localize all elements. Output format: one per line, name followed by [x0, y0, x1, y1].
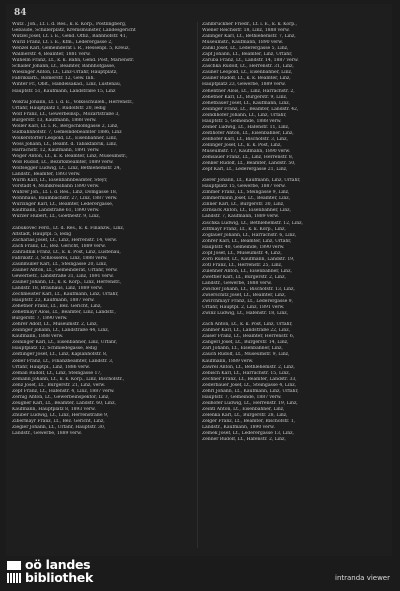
- directory-entry: Zehrl Johann, Lt., Kaufmann, Linz, Urfahr,: [202, 388, 299, 394]
- directory-entry: Zehetner Franz, Lt., Bez. Gericht, Linz,: [12, 304, 102, 310]
- directory-entry: Wohnhaus, Baumbachstr. 27, Linz, 1887 verw.: [12, 196, 118, 202]
- directory-entry: Landstr., Gewerbe, 1889 verw.: [12, 431, 82, 437]
- directory-entry: Zötl Franz, Lt., Herrenstr. 25, Linz,: [202, 262, 283, 268]
- directory-entry: Zepf Franz, Lt., Hafenstr. 4, Linz, 1887 verw.: [12, 388, 115, 394]
- directory-entry: Zorn Rudolf, Lt., Kaufmann, Landstr. 19,: [202, 256, 295, 262]
- directory-entry: Wurzer Hubert, Lt., Goethestr. 9, Linz,: [12, 214, 101, 220]
- directory-entry: Wolkerstorfer Leopold, Lt., Eisenbahner, Linz,: [12, 135, 118, 141]
- directory-entry: Zierer Johann, Lt., Kaufmann, Linz, Urfahr,: [202, 178, 301, 184]
- directory-entry: Zulehner Anton, Lt., Eisenbahner, Linz,: [202, 268, 292, 274]
- directory-entry: Zeintl Anton, Lt., Eisenbahner, Linz,: [202, 406, 285, 412]
- directory-entry: Zeilinger Franz, Lt., Beamter, Landstr. 42,: [202, 106, 299, 112]
- directory-entry: Zellinger Josef, Lt., k. k. Post, Linz,: [202, 142, 282, 148]
- column-divider: [197, 22, 198, 548]
- directory-entry: Zellhofer Karl, Lt., Bischofstr. 3, Linz,: [202, 136, 288, 142]
- directory-entry: Wührer Joh., Lt. i. d. Res., Linz, Domgasse 18,: [12, 190, 118, 196]
- directory-entry: Landstr., Kaufmann, 1890 verw.: [202, 425, 275, 431]
- directory-entry: Hauptstr. 40, Gemeinde, 1890 verw.: [202, 244, 285, 250]
- directory-entry: Zebisch Karl, Lt., Harrachstr. 15, Linz,: [202, 370, 291, 376]
- directory-entry: Wurzl Franz, Lt. i. E., Kfm., Lederergasse 2,: [12, 40, 113, 46]
- logo-line-1: oö landes: [25, 557, 91, 572]
- directory-entry: Zechmeister Karl, Lt., Kaufmann, Linz, Urfahr,: [12, 292, 119, 298]
- directory-entry: Zawrel Anton, Lt., Bethlehemstr. 2, Linz,: [202, 364, 295, 370]
- directory-entry: Zelenka Karl, Lt., Bürgerstr. 28, Linz,: [202, 412, 288, 418]
- directory-entry: Museumstr. 17, Kaufmann, 1890 verw.: [202, 148, 291, 154]
- directory-entry: Ziegler Johann, Lt., Urfahr, Hauptstr. 30,: [12, 425, 106, 431]
- directory-entry: Zach Anton, Lt., k. k. Post, Linz, Urfahr,: [202, 322, 293, 328]
- directory-entry: Zauner Leopold, Lt., Eisenbahner, Linz,: [202, 70, 293, 76]
- directory-entry: Hauptplatz 15, Gewerbe, 1887 verw.: [202, 184, 286, 190]
- directory-entry: Urfahr, Hauptpl., Linz, 1886 verw.: [12, 364, 90, 370]
- page-number: 84: [14, 8, 27, 18]
- directory-entry: Zapf Johann, Lt., Beamter, Linz, Urfahr,: [202, 52, 293, 58]
- directory-entry: Urfahr, Hauptplatz 1, Rudolfstr. 20, ledig: [12, 105, 106, 111]
- directory-entry: Wokral Johann, Lt. i. d. E., Volksschulleh., Herrenstr.,: [12, 99, 134, 105]
- directory-entry: Fabrikstr. 3, Schlosserei, Linz, 1888 verw.: [12, 255, 108, 261]
- directory-entry: Zehentner Alois, Lt., Linz, Harrachstr. 2,: [202, 88, 295, 94]
- directory-entry: Zeilhofer Ludwig, Lt., Herrenstr. 19, Linz,: [202, 400, 298, 406]
- directory-entry: Zeller Franz, Lt., Finanzbeamter, Landstr. 3,: [12, 358, 114, 364]
- directory-entry: Zimmer Franz, Lt., Steingasse 9, Linz,: [202, 190, 290, 196]
- directory-entry: Zwicker Johann, Lt., Bischofstr. 13, Linz,: [202, 287, 295, 293]
- directory-entry: Zoglauer Johann, Lt., Harrachstr. 6, Linz,: [202, 232, 297, 238]
- directory-entry: Zelger Franz, Lt., Beamter, Bischofstr. 1,: [202, 419, 296, 424]
- directory-entry: Zemek Josef, Lt., Lederergasse 13, Linz,: [202, 431, 294, 437]
- directory-entry: Landstr., Gewerbe, 1888 verw.: [202, 280, 272, 286]
- directory-entry: Bürgerstr. 7, 1890 verw.: [12, 316, 68, 322]
- directory-entry: Zauch Rudolf, Lt., Museumstr. 9, Linz,: [202, 352, 290, 358]
- directory-entry: Hauptplatz 12, Schmiedegasse, ledig: [12, 346, 97, 352]
- directory-entry: Zaunmüller Karl, Lt., Steingasse 20, Linz,: [12, 261, 108, 267]
- directory-entry: Zauner Anton, Lt., Gemeinderat, Urfahr, verw.: [12, 267, 118, 273]
- directory-entry: Zwettler Karl, Lt., Bürgerstr. 2, Linz,: [202, 274, 286, 280]
- right-column: [202, 22, 386, 550]
- directory-entry: Wöß Rudolf, Lt., Bezirksbeamter, 1889 verw.: [12, 160, 114, 166]
- directory-entry: Zehrer Adolf, Lt., Museumstr. 2, Linz,: [12, 322, 98, 328]
- directory-entry: Zederbauer Josef, Lt., Steingasse 4, Linz,: [202, 382, 297, 388]
- directory-entry: Gebäude, Schillerplatz, Kremsmünster, Landesgericht: [12, 28, 136, 34]
- directory-entry: Südbahnhofstr. 7, Gemeindebeamter 1886, Linz: [12, 129, 122, 135]
- directory-entry: Zenker Rudolf, Lt., Beamter, Landstr. 50,: [202, 161, 296, 167]
- directory-entry: Zeitlhofer Anton, Lt., Eisenbahner, Linz,: [202, 130, 294, 136]
- directory-entry: Museumstr., Kaufmann, 1890 verw.: [202, 40, 283, 46]
- directory-entry: Wiener Reichsstr. 18, Linz, 1888 verw.: [202, 28, 290, 34]
- directory-entry: Wolfsegger Ludwig, Lt., Linz, Bethlehemstr. 24,: [12, 166, 121, 172]
- directory-entry: Zahlner Karl, Lt., Landstraße 22, Linz,: [202, 328, 290, 334]
- directory-entry: Zeitlinger Josef, Lt., Linz, Kaplanhofstr. 8,: [12, 352, 108, 358]
- directory-entry: Hauptplatz 23, Gewerbe, 1889 verw.: [202, 82, 286, 88]
- directory-entry: Wallnerstr. 4, Beamter, 1881 verw.: [12, 52, 91, 58]
- directory-entry: Zhuber Ludwig, Lt., Linz, Herrenstraße 9,: [12, 412, 109, 418]
- directory-entry: Zeman Rudolf, Lt., Linz, Steingasse 17,: [12, 370, 102, 376]
- directory-entry: Zemann Johann, Lt., k. k. Korp., Linz, Bischofstr.,: [12, 376, 125, 382]
- directory-entry: Wöger Anton, Lt., k. k. Beamter, Linz, Museumstr.,: [12, 153, 128, 159]
- directory-entry: Hauptstr. 5, Gemeinde, 1888 verw.: [202, 118, 282, 124]
- logo-line-2: bibliothek: [25, 570, 94, 585]
- directory-entry: Wurm Karl, Lt., Eisenbahnbeamter, Steyr,: [12, 178, 108, 184]
- directory-entry: Zehetbauer Josef, Lt., Kaufmann, Linz,: [202, 100, 291, 106]
- directory-entry: Wiesinger Anton, Lt., Linz-Urfahr, Hauptplatz,: [12, 70, 118, 76]
- directory-entry: Zach Franz, Lt., Bez. Gericht, 1889 verw.: [12, 243, 106, 249]
- directory-entry: Altstadt, Hauptpl. 5, ledig: [12, 231, 72, 237]
- left-column: [12, 22, 196, 550]
- directory-entry: Zeiner Ludwig, Lt., Hafenstr. 11, Linz,: [202, 124, 290, 130]
- directory-entry: Zirnsack Anton, Lt., Eisenbahner, Linz,: [202, 208, 291, 214]
- directory-entry: Wöss Johann, Lt., Beamt. d. Tabakfabrik, Linz,: [12, 141, 118, 147]
- directory-entry: Zeininger Karl, Lt., Eisenbahner, Linz, Urfahr,: [12, 340, 117, 346]
- directory-entry: Zauner Rudolf, Lt., k. k. Beamter, Linz,: [202, 76, 291, 82]
- directory-entry: Woller Karl, Lt. i. R., Bergschlößlgasse 2, Linz,: [12, 123, 119, 129]
- directory-entry: Landstr., Beamter, 1893 verw.: [12, 172, 81, 178]
- directory-entry: Zischka Ludwig, Lt., Bethlehemstr. 12, Linz,: [202, 220, 303, 226]
- library-logo-icon: [7, 560, 21, 584]
- directory-entry: Fabriksarb., Römerstr. 12, Gew. Inh.: [12, 76, 95, 82]
- directory-entry: Zimmermann Josef, Lt., Beamter, Linz,: [202, 196, 291, 202]
- directory-entry: Zahlbruckner Friedr., Lt. i. E., k. k. Korp.,: [202, 22, 297, 27]
- directory-entry: Gewerbetr., Landstraße 31, Linz, 1891 verw.: [12, 273, 114, 279]
- directory-entry: Zallinger Karl, Lt., Bethlehemstr. 7, Linz,: [202, 34, 296, 40]
- directory-entry: Vorstadt 4, Mühlkreisbahn 1890 verw.: [12, 184, 100, 190]
- viewer-label: intranda viewer: [335, 574, 390, 582]
- directory-entry: Zemsauer Franz, Lt., Linz, Herrenstr. 8,: [202, 155, 294, 161]
- directory-entry: Zeugner Karl, Lt., Beamter, Landstr. 60, Linz,: [12, 400, 116, 406]
- directory-entry: Wilhelm Franz, Lt., k. k. Bahn, Gend. Post, Marienstr.: [12, 58, 135, 64]
- directory-entry: Wurzinger Karl, Lt., Beamter, Lederergasse,: [12, 202, 114, 208]
- directory-entry: Zangerl Josef, Lt., Bürgerstr. 14, Linz,: [202, 340, 289, 346]
- directory-entry: Zibermayr Franz, Lt., Bez. Gericht, Linz,: [12, 419, 105, 424]
- directory-entry: Zahradnik Franz, Lt., k. k. Post, Linz, Lustenau,: [12, 249, 121, 255]
- directory-entry: Zwierschitz Josef, Lt., Beamter, Linz,: [202, 293, 286, 299]
- directory-entry: Zepf Karl, Lt., Lederergasse 21, Linz,: [202, 167, 288, 173]
- directory-entry: Zernig Anton, Lt., Gewerbeinspektor, Linz,: [12, 394, 110, 400]
- directory-entry: Zehetner Karl, Lt., Bürgerstr. 9, Linz,: [202, 94, 288, 100]
- directory-entry: Bürgerstr. 13, Kaufmann, 1888 verw.: [12, 117, 97, 123]
- directory-entry: Zöhrer Karl, Lt., Beamter, Linz, Urfahr,: [202, 238, 292, 244]
- directory-entry: Zittmayr Franz, Lt., k. k. Korp., Linz,: [202, 226, 286, 232]
- directory-entry: Kaufmann, Landstraße 61, 1890 verw.: [12, 208, 100, 214]
- directory-entry: Zaschka Rudolf, Lt., Herrenstr. 31, Linz,: [202, 64, 294, 70]
- directory-entry: Zinner Karl, Lt., Bürgerstr. 30, Linz,: [202, 202, 285, 208]
- directory-entry: Schaller Johann, Lt., Beamter, Bahnhofgasse,: [12, 64, 116, 70]
- directory-entry: Hauptstr. 51, Kaufmann, Landstraße 15, Linz: [12, 88, 116, 94]
- scanned-page: [6, 4, 392, 556]
- directory-entry: Landstr. 18, Bräuhaus, Linz, 1889 verw.: [12, 285, 103, 291]
- directory-entry: Zeindlhofer Johann, Lt., Linz, Urfahr,: [202, 112, 287, 118]
- directory-entry: Zaruba Franz, Lt., Landstr. 14, 1887 verw.: [202, 58, 299, 64]
- directory-entry: Hauptstr. 7, Gemeinde, 1887 verw.: [202, 394, 282, 400]
- directory-entry: Wutz . Joh., Lt. i. d. Res., k. k. Korp., Pöstlingberg,: [12, 22, 127, 27]
- directory-entry: Harrachstr. 12, Kaufmann, 1891 verw.: [12, 147, 100, 153]
- directory-entry: Zankl Josef, Lt., Lederergasse 5, Linz,: [202, 46, 289, 52]
- directory-entry: Kaufmann, 1889 verw.: [202, 358, 254, 364]
- directory-entry: Zwinz Ludwig, Lt., Hafenstr. 18, Linz,: [202, 311, 289, 317]
- directory-entry: Urfahr, Hauptpl. 2, Linz, 1891 verw.: [202, 305, 285, 311]
- directory-entry: Zechner Franz, Lt., Beamter, Landstr. 33,: [202, 376, 297, 382]
- directory-entry: Zenner Rudolf, Lt., Hafenstr. 2, Linz,: [202, 437, 286, 443]
- directory-entry: Zwirchmayr Franz, Lt., Lederergasse 9,: [202, 299, 293, 305]
- directory-entry: Zenz Josef, Lt., Bürgerstr. 21, Linz, verw.: [12, 382, 106, 388]
- directory-entry: Wolf Franz, Lt., Gewerbeinsp., Mozartstraße 3,: [12, 111, 120, 117]
- directory-entry: Zacharias Josef, Lt., Linz, Herrenstr. 14, verw.: [12, 237, 117, 243]
- directory-entry: Kaufmann, Hauptplatz 8, 1893 verw.: [12, 406, 96, 412]
- directory-entry: Zaiser Franz, Lt., Beamter, Herrenstr. 6,: [202, 334, 295, 340]
- directory-entry: Wenzel Karl, Gemeinderat i. R., Hessenpl. 5, Kreuz,: [12, 46, 130, 52]
- directory-entry: Kaufmann, 1888 verw.: [12, 334, 64, 340]
- directory-entry: Zabukovec Ferd., Lt. d. Res., k. k. Finanzw., Linz,: [12, 225, 125, 231]
- library-logo[interactable]: [7, 558, 93, 584]
- directory-entry: Zeilinger Johann, Lt., Landstraße 44, Linz,: [12, 328, 110, 334]
- directory-entry: Wutzel Josef, Lt. i. E., Gend. Offiz., Bahnhofstr. 41,: [12, 34, 128, 40]
- directory-entry: Zauner Johann, Lt., k. k. Korp., Linz, Herrenstr.,: [12, 279, 122, 285]
- directory-entry: Zarl Johann, Lt., Eisenbahner, Linz,: [202, 346, 283, 352]
- directory-entry: Zehetmayr Alois, Lt., Beamter, Linz, Landstr.,: [12, 310, 116, 316]
- directory-entry: Winter Fr., Oblt., Handelsakad., Linz, Lustenau,: [12, 82, 122, 88]
- directory-entry: Zopf Josef, Lt., Museumstr. 4, Linz,: [202, 250, 282, 256]
- directory-entry: Landstr. 7, Kaufmann, 1889 verw.: [202, 214, 280, 220]
- library-logo-text: [25, 558, 93, 584]
- directory-entry: Hauptstr. 23, Kaufmann, 1887 verw.: [12, 298, 95, 304]
